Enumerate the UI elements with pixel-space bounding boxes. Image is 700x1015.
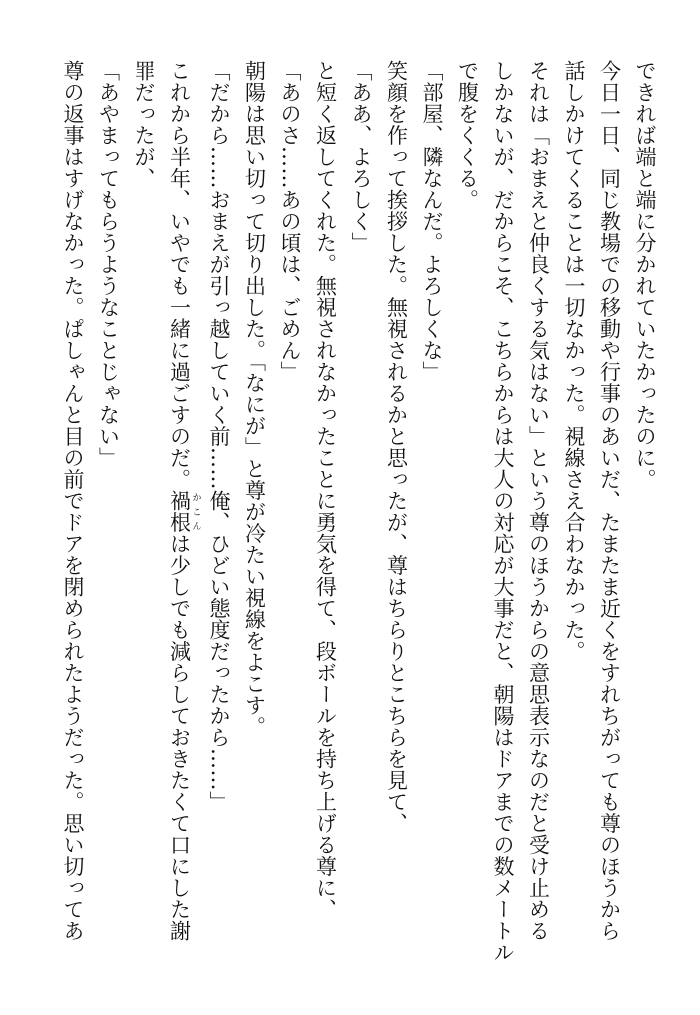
text-line-5: しかないが、だからこそ、こちらからは大人の対応が大事だと、朝陽はドアまでの数メートル (491, 60, 515, 963)
text-line-12: 朝陽は思い切って切り出した。「なにが」と尊が冷たい視線をよこす。 (242, 60, 267, 738)
text-line-7: 「部屋、隣なんだ。よろしくな」 (420, 60, 444, 383)
text-line-13: 「だから……おまえが引っ越していく前……俺、ひどい態度だったから……」 (207, 60, 231, 813)
ruby-word (167, 490, 201, 533)
text-line-11: 「あのさ……あの頃は、ごめん」 (278, 60, 302, 383)
text-line-14 (161, 60, 201, 980)
text-line-14-main: これから半年、いやでも一緒に過ごすのだ。 (167, 60, 192, 490)
text-line-6: で腹をくくる。 (455, 60, 480, 211)
ruby-suffix: は (167, 533, 192, 555)
text-line-3: 話しかけてくることは一切なかった。視線さえ合わなかった。 (562, 60, 586, 662)
text-line-8: 笑顔を作って挨拶した。無視されるかと思ったが、尊はちらりとこちらを見て、 (384, 60, 409, 834)
text-line-10: と短く返してくれた。無視されなかったことに勇気を得て、段ボールを持ち上げる尊に、 (313, 60, 338, 920)
text-line-2: 今日一日、同じ教場での移動や行事のあいだ、たまたま近くをすれちがっても尊のほうから (597, 60, 622, 942)
text-line-4: それは「おまえと仲良くする気はない」という尊のほうからの意思表示なのだと受け止める (526, 60, 551, 942)
text-line-16: 「あやまってもらうようなことじゃない」 (96, 60, 121, 469)
text-line-9: 「ああ、よろしく」 (349, 60, 373, 254)
vertical-text-body (55, 60, 663, 980)
ruby-base: 禍根 (167, 490, 192, 533)
text-line-1: できれば端と端に分かれていたかったのに。 (633, 60, 657, 490)
ruby-reading: かこん (190, 490, 201, 533)
text-line-17: 尊の返事はすげなかった。ぱしゃんと目の前でドアを閉められたようだった。思い切ってあ (61, 60, 85, 942)
text-line-15: 罪だったが、 (132, 60, 156, 189)
text-line-14-tail: 少しでも減らしておきたくて口にした謝 (167, 554, 192, 942)
